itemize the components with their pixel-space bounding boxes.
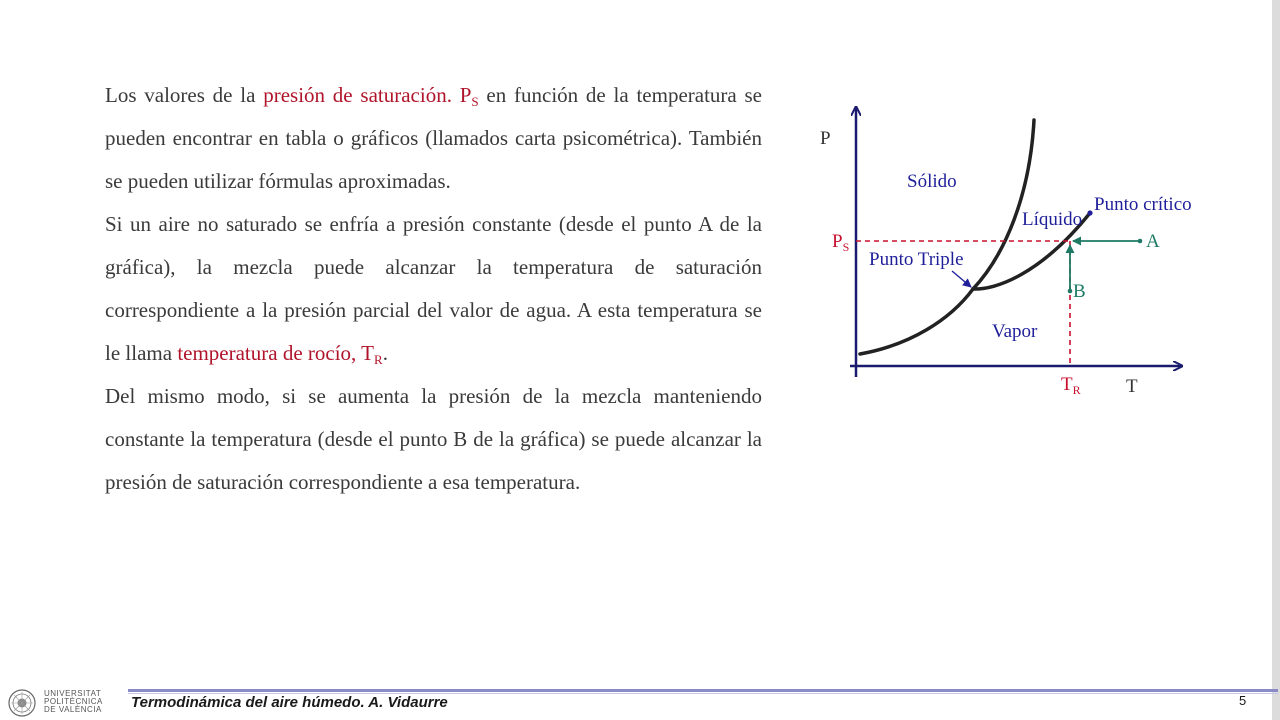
vapor-region-label: Vapor (992, 321, 1038, 342)
highlight-dew-temperature (177, 341, 382, 365)
text-span: . (382, 341, 388, 365)
critical-point-label: Punto crítico (1094, 194, 1192, 215)
t-axis-label: T (1126, 376, 1138, 397)
ps-label (832, 231, 849, 254)
slide-text (105, 74, 762, 504)
triple-point-label: Punto Triple (869, 249, 964, 270)
point-a-label: A (1146, 231, 1160, 252)
ps-main: P (832, 231, 843, 252)
tr-main: T (1061, 374, 1073, 395)
highlight-saturation-pressure (263, 83, 478, 107)
liquid-region-label: Líquido (1022, 209, 1083, 230)
p-axis-label: P (820, 128, 831, 149)
logo-line-1: UNIVERSITAT (44, 689, 102, 698)
critical-point-marker (1087, 210, 1092, 215)
text-span: Los valores de la (105, 83, 264, 107)
subscript: S (471, 94, 479, 109)
text-span: en función de la temperatura se pueden encontrar en tabla o gráficos (llamados carta psicométrica). También se pueden utilizar fórmulas aproximadas. (105, 83, 762, 193)
fusion-curve (973, 120, 1034, 289)
text-span: Si un aire no saturado se enfría a presión constante (desde el punto A de la gráfica), la mezcla puede alcanzar la temperatura de saturación correspondiente a la presión parcial del valor de agua. A esta temperatura se le llama (105, 212, 762, 365)
subscript: R (374, 352, 383, 367)
footer-title: Termodinámica del aire húmedo. A. Vidaurre (131, 694, 448, 711)
paragraph-saturation-pressure (105, 74, 762, 203)
tr-label (1061, 374, 1081, 397)
paragraph-pressure-increase (105, 375, 762, 504)
university-logo-text (44, 690, 103, 714)
window-edge (1272, 0, 1280, 720)
text-span: Del mismo modo, si se aumenta la presión de la mezcla manteniendo constante la temperatura (desde el punto B de la gráfica) se puede alcanzar la presión de saturación correspondiente a esa temperatura. (105, 384, 762, 494)
point-b-label: B (1073, 281, 1086, 302)
highlight-text: temperatura de rocío, T (177, 341, 375, 365)
sublimation-curve (860, 289, 973, 354)
tr-subscript: R (1072, 383, 1081, 397)
solid-region-label: Sólido (907, 171, 957, 192)
triple-point-pointer (952, 271, 971, 287)
logo-line-2: POLITÈCNICA (44, 697, 103, 706)
footer-rule (128, 689, 1278, 692)
paragraph-dew-point (105, 203, 762, 375)
phase-diagram (800, 95, 1210, 405)
point-b-marker (1068, 289, 1073, 294)
highlight-text: presión de saturación. P (263, 83, 472, 107)
page-number: 5 (1239, 693, 1247, 708)
logo-line-3: DE VALÈNCIA (44, 705, 102, 714)
ps-subscript: S (842, 240, 850, 254)
point-a-marker (1138, 239, 1143, 244)
